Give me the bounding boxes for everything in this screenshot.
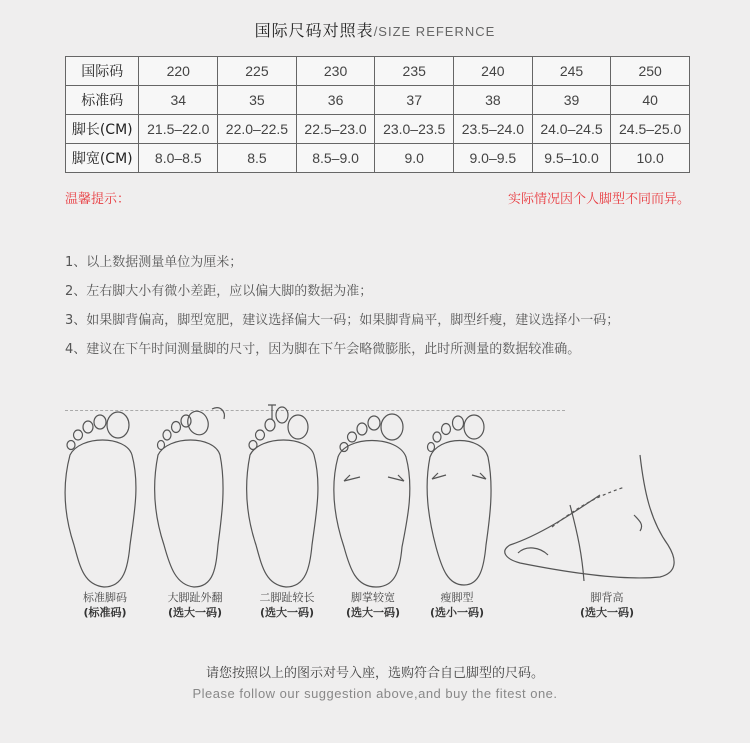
footer-cn: 请您按照以上的图示对号入座，选购符合自己脚型的尺码。 bbox=[205, 666, 544, 681]
table-cell: 21.5–22.0 bbox=[139, 115, 218, 144]
high-instep-foot-icon bbox=[505, 455, 674, 581]
foot-advice: (选大一码) bbox=[259, 606, 315, 619]
table-cell: 35 bbox=[218, 86, 297, 115]
row-header: 脚长(CM) bbox=[66, 115, 139, 144]
table-cell: 235 bbox=[375, 57, 454, 86]
size-table bbox=[65, 56, 690, 173]
table-cell: 220 bbox=[139, 57, 218, 86]
bunion-foot-icon bbox=[155, 408, 225, 587]
table-cell: 37 bbox=[375, 86, 454, 115]
table-cell: 24.0–24.5 bbox=[532, 115, 611, 144]
page-title bbox=[0, 18, 750, 41]
tip-note: 实际情况因个人脚型不同而异。 bbox=[507, 192, 690, 207]
table-row bbox=[66, 115, 690, 144]
table-cell: 10.0 bbox=[611, 144, 690, 173]
foot-caption bbox=[328, 590, 418, 620]
title-main: 国际尺码对照表 bbox=[254, 21, 374, 40]
row-header: 脚宽(CM) bbox=[66, 144, 139, 173]
long-second-toe-foot-icon bbox=[247, 405, 318, 587]
footer-en: Please follow our suggestion above,and buy the fitest one. bbox=[192, 686, 558, 701]
foot-name: 大脚趾外翻 bbox=[167, 591, 223, 604]
note-item: 1、以上数据测量单位为厘米； bbox=[65, 255, 243, 270]
table-cell: 9.5–10.0 bbox=[532, 144, 611, 173]
table-cell: 8.0–8.5 bbox=[139, 144, 218, 173]
table-cell: 23.5–24.0 bbox=[454, 115, 533, 144]
foot-advice: (选小一码) bbox=[429, 606, 485, 619]
foot-name: 脚掌较宽 bbox=[351, 591, 395, 604]
row-header: 标准码 bbox=[66, 86, 139, 115]
wide-foot-icon bbox=[334, 414, 410, 587]
table-cell: 40 bbox=[611, 86, 690, 115]
table-row bbox=[66, 144, 690, 173]
thin-foot-icon bbox=[427, 415, 491, 585]
row-header: 国际码 bbox=[66, 57, 139, 86]
foot-caption bbox=[150, 590, 240, 620]
table-cell: 230 bbox=[296, 57, 375, 86]
table-cell: 22.0–22.5 bbox=[218, 115, 297, 144]
note-item: 3、如果脚背偏高，脚型宽肥，建议选择偏大一码；如果脚背扁平，脚型纤瘦，建议选择小一码； bbox=[65, 313, 620, 328]
notes-list bbox=[65, 248, 715, 364]
table-cell: 22.5–23.0 bbox=[296, 115, 375, 144]
foot-advice: (选大一码) bbox=[579, 606, 635, 619]
title-sub: /SIZE REFERNCE bbox=[373, 24, 496, 39]
foot-advice: (选大一码) bbox=[167, 606, 223, 619]
note-item: 4、建议在下午时间测量脚的尺寸，因为脚在下午会略微膨胀，此时所测量的数据较准确。 bbox=[65, 342, 581, 357]
foot-caption bbox=[412, 590, 502, 620]
standard-foot-icon bbox=[65, 412, 136, 587]
foot-name: 标准脚码 bbox=[83, 591, 127, 604]
table-cell: 8.5–9.0 bbox=[296, 144, 375, 173]
table-cell: 240 bbox=[454, 57, 533, 86]
table-cell: 36 bbox=[296, 86, 375, 115]
foot-name: 瘦脚型 bbox=[440, 591, 474, 604]
foot-name: 脚背高 bbox=[590, 591, 624, 604]
foot-advice: (选大一码) bbox=[345, 606, 401, 619]
table-cell: 39 bbox=[532, 86, 611, 115]
tip-label: 温馨提示： bbox=[65, 192, 131, 207]
foot-illustrations bbox=[0, 395, 750, 625]
table-row bbox=[66, 57, 690, 86]
table-cell: 34 bbox=[139, 86, 218, 115]
foot-caption bbox=[60, 590, 150, 620]
foot-caption bbox=[562, 590, 652, 620]
table-cell: 9.0–9.5 bbox=[454, 144, 533, 173]
table-cell: 225 bbox=[218, 57, 297, 86]
table-cell: 245 bbox=[532, 57, 611, 86]
foot-advice: (标准码) bbox=[83, 606, 127, 619]
table-cell: 24.5–25.0 bbox=[611, 115, 690, 144]
table-cell: 9.0 bbox=[375, 144, 454, 173]
table-cell: 38 bbox=[454, 86, 533, 115]
table-cell: 8.5 bbox=[218, 144, 297, 173]
note-item: 2、左右脚大小有微小差距，应以偏大脚的数据为准； bbox=[65, 284, 373, 299]
table-cell: 23.0–23.5 bbox=[375, 115, 454, 144]
table-cell: 250 bbox=[611, 57, 690, 86]
table-row bbox=[66, 86, 690, 115]
foot-caption bbox=[242, 590, 332, 620]
foot-name: 二脚趾较长 bbox=[259, 591, 315, 604]
